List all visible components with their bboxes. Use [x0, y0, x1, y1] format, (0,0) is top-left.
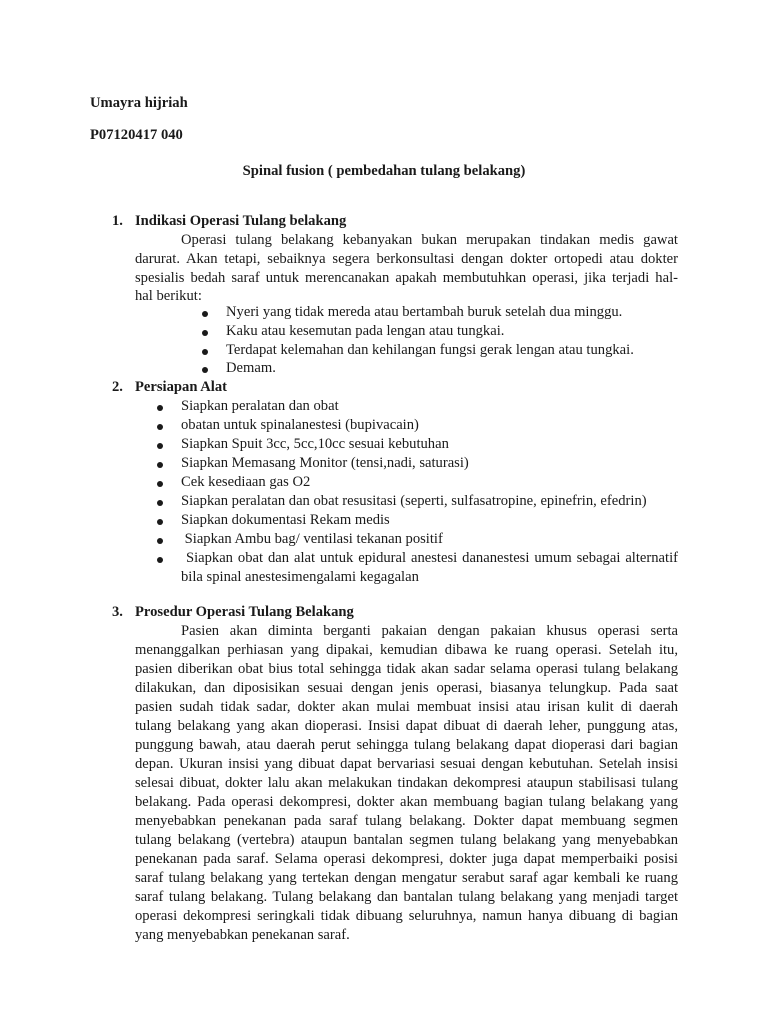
- bullet-dot: [202, 311, 208, 317]
- bullet-dot: [157, 443, 163, 449]
- bullet-dot: [157, 424, 163, 430]
- section-3-paragraph-line: yang menyebabkan penekanan saraf.: [135, 927, 350, 943]
- section-3-paragraph-line: Pasien akan diminta berganti pakaian dengan pakaian khusus operasi serta: [181, 623, 678, 639]
- section-3-paragraph-line: operasi dekompresi seringkali tidak dibuang seluruhnya, namun hanya dibuang di bagian: [135, 908, 678, 924]
- list-item: Kaku atau kesemutan pada lengan atau tungkai.: [226, 323, 505, 339]
- list-item: Cek kesediaan gas O2: [181, 474, 311, 490]
- section-3-paragraph-line: belakang. Pada operasi dekompresi, dokter akan membuang bagian tulang belakang yang: [135, 794, 678, 810]
- section-3-paragraph-line: tulang belakang (vertebra) ataupun bantalan segmen tulang belakang yang menyebabkan: [135, 832, 678, 848]
- section-1-number: 1.: [112, 213, 123, 229]
- section-2-heading: Persiapan Alat: [135, 379, 228, 395]
- bullet-dot: [202, 330, 208, 336]
- section-1-paragraph-line: darurat. Akan tetapi, sebaiknya segera berkonsultasi dengan dokter ortopedi atau dokter: [135, 251, 678, 267]
- bullet-dot: [202, 367, 208, 373]
- section-3-heading: Prosedur Operasi Tulang Belakang: [135, 604, 354, 620]
- list-item: Siapkan Memasang Monitor (tensi,nadi, saturasi): [181, 455, 469, 471]
- section-2-number: 2.: [112, 379, 123, 395]
- bullet-dot: [202, 349, 208, 355]
- bullet-dot: [157, 557, 163, 563]
- list-item: Siapkan Spuit 3cc, 5cc,10cc sesuai kebutuhan: [181, 436, 449, 452]
- section-3-paragraph-line: saraf tulang belakang. Tulang belakang dan bantalan tulang belakang yang menjadi target: [135, 889, 678, 905]
- section-3-paragraph-line: punggung bawah, atau daerah perut sehingga tulang belakang dapat dioperasi dari bagian: [135, 737, 678, 753]
- list-item: Nyeri yang tidak mereda atau bertambah buruk setelah dua minggu.: [226, 304, 623, 320]
- student-id: P07120417 040: [90, 127, 183, 143]
- section-1-heading: Indikasi Operasi Tulang belakang: [135, 213, 347, 229]
- section-1-paragraph-line: Operasi tulang belakang kebanyakan bukan merupakan tindakan medis gawat: [181, 232, 678, 248]
- list-item-continuation: bila spinal anestesimengalami kegagalan: [181, 569, 419, 585]
- section-3-paragraph-line: menyebabkan penekanan pada saraf tulang belakang. Dokter dapat membuang segmen: [135, 813, 678, 829]
- document-title: Spinal fusion ( pembedahan tulang belakang): [242, 163, 526, 179]
- section-3-paragraph-line: menanggalkan perhiasan yang dipakai, kemudian dibawa ke ruang operasi. Setelah itu,: [135, 642, 678, 658]
- section-3-paragraph-line: saraf tulang belakang yang tertekan dengan mengatur serabut saraf agar kembali ke ruang: [135, 870, 678, 886]
- bullet-dot: [157, 462, 163, 468]
- section-3-paragraph-line: selesai dibuat, dokter lalu akan melakukan tindakan dekompresi ataupun stabilisasi tulang: [135, 775, 678, 791]
- bullet-dot: [157, 500, 163, 506]
- list-item: Siapkan Ambu bag/ ventilasi tekanan positif: [181, 531, 443, 547]
- section-3-paragraph-line: depan. Ukuran insisi yang dibuat dapat bervariasi sesuai dengan kebutuhan. Setelah insisi: [135, 756, 678, 772]
- section-3-paragraph-line: dilakukan, dan diposisikan sesuai dengan jenis operasi, biasanya telungkup. Pada saat: [135, 680, 678, 696]
- list-item: Siapkan obat dan alat untuk epidural anestesi dananestesi umum sebagai alternatif: [181, 550, 678, 566]
- list-item: Siapkan peralatan dan obat: [181, 398, 339, 414]
- section-1-paragraph-line: hal berikut:: [135, 288, 202, 304]
- section-1-paragraph-line: spesialis bedah saraf untuk merencanakan apakah membutuhkan operasi, jika terjadi hal-: [135, 270, 678, 286]
- bullet-dot: [157, 519, 163, 525]
- bullet-dot: [157, 481, 163, 487]
- list-item: Siapkan dokumentasi Rekam medis: [181, 512, 390, 528]
- bullet-dot: [157, 405, 163, 411]
- list-item: Siapkan peralatan dan obat resusitasi (seperti, sulfasatropine, epinefrin, efedrin): [181, 493, 647, 509]
- section-3-paragraph-line: penekanan pada saraf. Selama operasi dekompresi, dokter juga dapat memperbaiki posisi: [135, 851, 678, 867]
- section-3-paragraph-line: pasien diberikan obat bius total sehingga tidak akan sadar selama operasi tulang belakang: [135, 661, 678, 677]
- section-3-number: 3.: [112, 604, 123, 620]
- list-item: Terdapat kelemahan dan kehilangan fungsi gerak lengan atau tungkai.: [226, 342, 634, 358]
- list-item: obatan untuk spinalanestesi (bupivacain): [181, 417, 419, 433]
- section-3-paragraph-line: pasien sudah tidak sadar, dokter akan mulai membuat insisi atau irisan kulit di daerah: [135, 699, 678, 715]
- list-item: Demam.: [226, 360, 276, 376]
- section-3-paragraph-line: tulang belakang yang akan dioperasi. Insisi dapat dibuat di daerah leher, punggung atas,: [135, 718, 678, 734]
- author-name: Umayra hijriah: [90, 95, 188, 111]
- bullet-dot: [157, 538, 163, 544]
